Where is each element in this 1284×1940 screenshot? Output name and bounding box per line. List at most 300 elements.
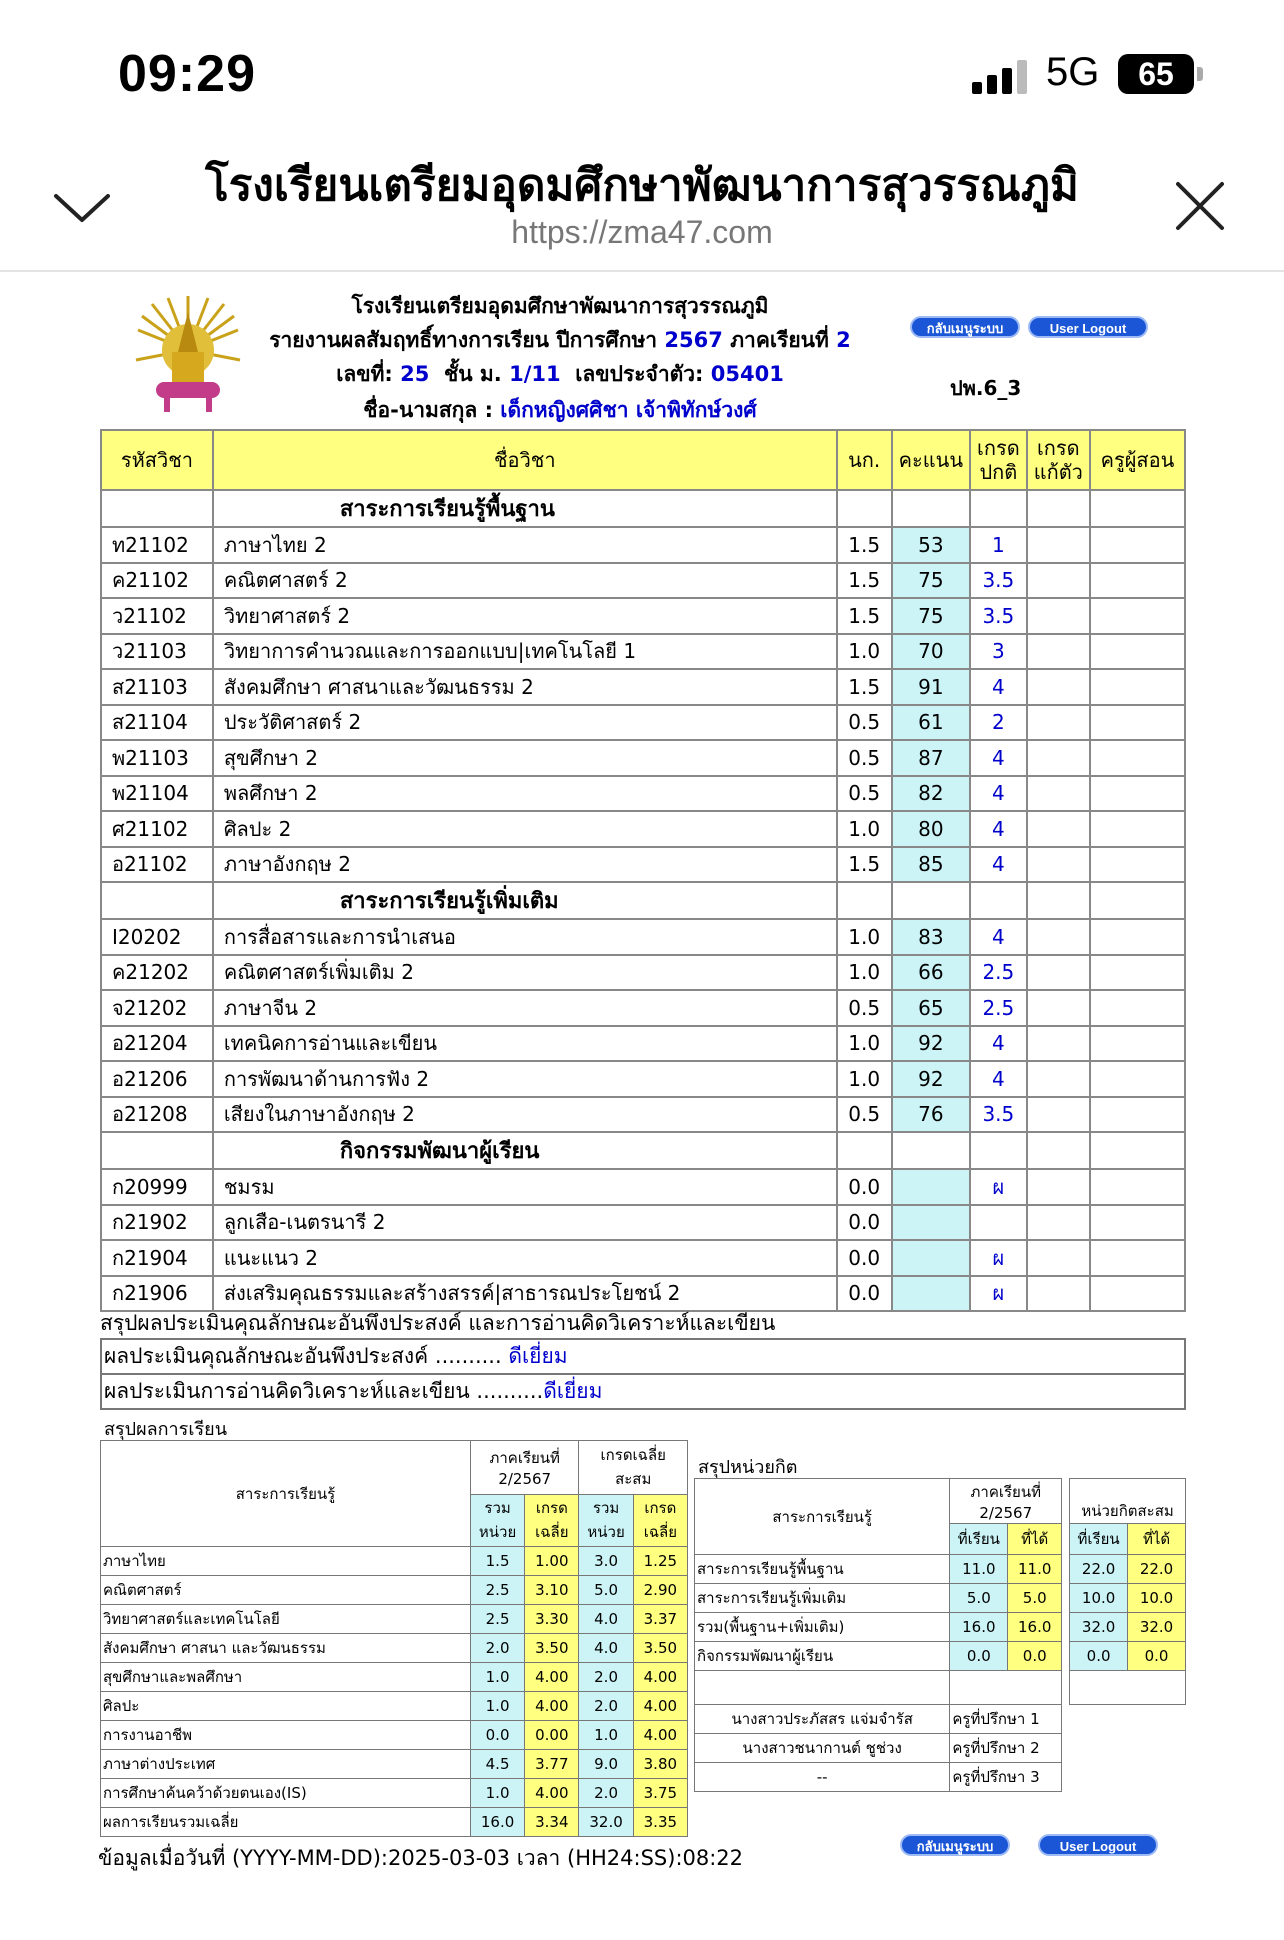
summary-units: 1.0	[470, 1779, 524, 1808]
summary-subcol-cum-gpa	[633, 1494, 687, 1546]
summary-units: 1.5	[470, 1547, 524, 1576]
subject-name: ชมรม	[213, 1169, 837, 1205]
subject-credit: 1.0	[837, 919, 892, 955]
section-row	[101, 490, 1185, 527]
subject-remedial-grade	[1027, 1097, 1090, 1133]
units-line2: หน่วย	[478, 1523, 517, 1542]
student-class-label: ชั้น ม.	[444, 362, 502, 386]
student-class: 1/11	[509, 362, 561, 386]
subject-remedial-grade	[1027, 990, 1090, 1026]
table-row	[695, 1642, 1186, 1671]
subject-grade: ผ	[970, 1276, 1027, 1312]
subject-remedial-grade	[1027, 1240, 1090, 1276]
subject-credit: 1.5	[837, 563, 892, 599]
summary-cum-units: 2.0	[579, 1692, 633, 1721]
units-subcol-studied: ที่เรียน	[950, 1524, 1008, 1555]
blank-cell	[1070, 1671, 1186, 1705]
units-header-row	[695, 1479, 1186, 1524]
subject-name: คณิตศาสตร์ 2	[213, 563, 837, 599]
cum-units-line1: รวม	[592, 1499, 620, 1518]
subject-name: พลศึกษา 2	[213, 776, 837, 812]
summary-gpa: 0.00	[525, 1721, 579, 1750]
subject-grade: 4	[970, 919, 1027, 955]
table-row	[101, 634, 1185, 670]
subject-credit: 1.0	[837, 634, 892, 670]
table-row	[101, 1026, 1185, 1062]
summary-cum-gpa: 2.90	[633, 1576, 687, 1605]
cum-gpa-line1: เกรด	[644, 1499, 677, 1518]
table-row	[101, 1605, 688, 1634]
subject-name: ภาษาจีน 2	[213, 990, 837, 1026]
col-subject-name: ชื่อวิชา	[213, 430, 837, 490]
section-code-cell	[101, 1132, 213, 1169]
table-row	[695, 1584, 1186, 1613]
section-empty-cell	[1090, 490, 1185, 527]
section-empty-cell	[1027, 490, 1090, 527]
evaluation-row	[101, 1339, 1185, 1374]
subject-grade: 4	[970, 669, 1027, 705]
subject-score: 53	[892, 527, 970, 563]
table-row	[101, 563, 1185, 599]
subject-code: ส21104	[101, 705, 213, 741]
section-title: สาระการเรียนรู้พื้นฐาน	[213, 490, 837, 527]
units-cum-studied: 0.0	[1070, 1642, 1128, 1671]
subject-grade: 3.5	[970, 563, 1027, 599]
gpa-line1: เกรด	[535, 1499, 568, 1518]
subject-score	[892, 1205, 970, 1241]
battery-icon: 65	[1118, 54, 1194, 94]
advisor-row	[695, 1705, 1186, 1734]
subject-code: อ21204	[101, 1026, 213, 1062]
table-row	[101, 1097, 1185, 1133]
subject-remedial-grade	[1027, 740, 1090, 776]
section-row	[101, 882, 1185, 919]
subject-teacher	[1090, 1276, 1185, 1312]
summary-area: ภาษาไทย	[101, 1547, 471, 1576]
summary-gpa: 3.77	[525, 1750, 579, 1779]
blank-cell	[950, 1671, 1008, 1705]
report-term: 2	[836, 328, 851, 352]
subject-grade: ผ	[970, 1169, 1027, 1205]
table-row	[101, 919, 1185, 955]
subject-credit: 1.5	[837, 669, 892, 705]
read-eval-label: ผลประเมินการอ่านคิดวิเคราะห์และเขียน ..........	[104, 1379, 544, 1403]
units-studied: 11.0	[950, 1555, 1008, 1584]
subject-code: อ21206	[101, 1061, 213, 1097]
report-year: 2567	[664, 328, 723, 352]
subject-grade: 2.5	[970, 955, 1027, 991]
subject-name: คณิตศาสตร์เพิ่มเติม 2	[213, 955, 837, 991]
units-subcol-cum-earned: ที่ได้	[1128, 1524, 1186, 1555]
table-row	[101, 1576, 688, 1605]
summary-col-area: สาระการเรียนรู้	[101, 1441, 471, 1547]
subject-remedial-grade	[1027, 1061, 1090, 1097]
summary-term-value: 2/2567	[498, 1470, 552, 1489]
subject-grade: 3	[970, 634, 1027, 670]
advisor-empty	[1062, 1705, 1186, 1734]
units-earned: 11.0	[1008, 1555, 1062, 1584]
summary-subcol-gpa	[525, 1494, 579, 1546]
summary-gpa: 3.50	[525, 1634, 579, 1663]
subject-remedial-grade	[1027, 776, 1090, 812]
summary-subcol-cum-units	[579, 1494, 633, 1546]
table-row	[695, 1555, 1186, 1584]
subject-remedial-grade	[1027, 1169, 1090, 1205]
subject-score: 65	[892, 990, 970, 1026]
units-line1: รวม	[484, 1499, 511, 1518]
subject-credit: 0.5	[837, 1097, 892, 1133]
subject-remedial-grade	[1027, 563, 1090, 599]
subject-credit: 1.0	[837, 1061, 892, 1097]
blank-cell	[1008, 1671, 1062, 1705]
summary-gpa: 4.00	[525, 1779, 579, 1808]
subject-code: I20202	[101, 919, 213, 955]
read-eval-value: ดีเยี่ยม	[543, 1379, 603, 1403]
subject-grade	[970, 1205, 1027, 1241]
summary-cum-units: 2.0	[579, 1663, 633, 1692]
summary-cum-gpa: 3.50	[633, 1634, 687, 1663]
table-row	[101, 776, 1185, 812]
summary-header-row	[101, 1441, 688, 1495]
subject-credit: 1.0	[837, 1026, 892, 1062]
summary-cum-gpa: 3.80	[633, 1750, 687, 1779]
summary-units: 1.0	[470, 1663, 524, 1692]
summary-col-term	[470, 1441, 579, 1495]
subject-credit: 0.5	[837, 740, 892, 776]
advisor-row	[695, 1763, 1186, 1792]
section-title: สาระการเรียนรู้เพิ่มเติม	[213, 882, 837, 919]
units-cum-earned: 32.0	[1128, 1613, 1186, 1642]
school-emblem-icon	[134, 290, 242, 418]
units-area: สาระการเรียนรู้พื้นฐาน	[695, 1555, 950, 1584]
table-row	[695, 1613, 1186, 1642]
table-row	[101, 1205, 1185, 1241]
subject-score: 92	[892, 1026, 970, 1062]
units-col-area: สาระการเรียนรู้	[695, 1479, 950, 1555]
subject-credit: 0.0	[837, 1169, 892, 1205]
subject-teacher	[1090, 669, 1185, 705]
table-row	[101, 1240, 1185, 1276]
units-earned: 0.0	[1008, 1642, 1062, 1671]
col-code: รหัสวิชา	[101, 430, 213, 490]
table-row	[101, 1721, 688, 1750]
subject-remedial-grade	[1027, 598, 1090, 634]
back-to-menu-button[interactable]: กลับเมนูระบบ	[910, 316, 1020, 338]
subject-teacher	[1090, 919, 1185, 955]
summary-total-row	[101, 1808, 688, 1837]
subject-name: เทคนิคการอ่านและเขียน	[213, 1026, 837, 1062]
summary-total-units: 16.0	[470, 1808, 524, 1837]
subject-credit: 1.0	[837, 811, 892, 847]
table-row	[101, 1634, 688, 1663]
subject-remedial-grade	[1027, 919, 1090, 955]
back-to-menu-button-bottom[interactable]: กลับเมนูระบบ	[900, 1834, 1010, 1856]
advisor-role: ครูที่ปรึกษา 3	[950, 1763, 1062, 1792]
summary-gpa: 1.00	[525, 1547, 579, 1576]
browser-url[interactable]: https://zma47.com	[511, 214, 773, 250]
subject-teacher	[1090, 811, 1185, 847]
subject-grade: 4	[970, 1026, 1027, 1062]
network-type: 5G	[1046, 50, 1100, 94]
student-id-label: เลขประจำตัว:	[575, 362, 704, 386]
table-row	[101, 1276, 1185, 1312]
subject-grade: 3.5	[970, 1097, 1027, 1133]
section-empty-cell	[970, 1132, 1027, 1169]
table-row	[101, 847, 1185, 883]
subject-score: 76	[892, 1097, 970, 1133]
subject-teacher	[1090, 1026, 1185, 1062]
table-row	[101, 1547, 688, 1576]
user-logout-button-bottom[interactable]: User Logout	[1038, 1834, 1158, 1856]
col-remedial-line1: เกรด	[1036, 436, 1080, 460]
evaluation-title: สรุปผลประเมินคุณลักษณะอันพึงประสงค์ และการอ่านคิดวิเคราะห์และเขียน	[100, 1311, 776, 1335]
section-empty-cell	[1027, 1132, 1090, 1169]
table-row	[101, 1663, 688, 1692]
report-student-info	[250, 358, 870, 391]
table-row	[101, 669, 1185, 705]
units-cum-earned: 10.0	[1128, 1584, 1186, 1613]
subject-credit: 1.5	[837, 527, 892, 563]
subject-remedial-grade	[1027, 1026, 1090, 1062]
subject-name: ภาษาไทย 2	[213, 527, 837, 563]
subject-teacher	[1090, 776, 1185, 812]
summary-table	[100, 1440, 688, 1837]
units-term-label: ภาคเรียนที่	[970, 1483, 1041, 1502]
user-logout-button[interactable]: User Logout	[1028, 316, 1148, 338]
subject-teacher	[1090, 598, 1185, 634]
summary-units: 2.5	[470, 1605, 524, 1634]
summary-area: ศิลปะ	[101, 1692, 471, 1721]
subject-name: การพัฒนาด้านการฟัง 2	[213, 1061, 837, 1097]
summary-term-label: ภาคเรียนที่	[489, 1449, 560, 1468]
summary-total-gpa: 3.34	[525, 1808, 579, 1837]
units-cum-studied: 32.0	[1070, 1613, 1128, 1642]
units-table	[694, 1478, 1186, 1792]
subject-grade: 4	[970, 740, 1027, 776]
advisor-empty	[1062, 1763, 1186, 1792]
table-row	[101, 598, 1185, 634]
summary-cum-units: 4.0	[579, 1605, 633, 1634]
units-col-cumulative: หน่วยกิตสะสม	[1070, 1479, 1186, 1524]
student-id: 05401	[710, 362, 784, 386]
units-spacer	[1062, 1479, 1070, 1555]
units-title: สรุปหน่วยกิต	[698, 1457, 798, 1478]
units-subcol-cum-studied: ที่เรียน	[1070, 1524, 1128, 1555]
subject-teacher	[1090, 955, 1185, 991]
table-row	[101, 740, 1185, 776]
subject-credit: 0.0	[837, 1276, 892, 1312]
cellular-signal-icon	[972, 60, 1032, 94]
subject-name: ภาษาอังกฤษ 2	[213, 847, 837, 883]
table-row	[101, 705, 1185, 741]
subject-score: 66	[892, 955, 970, 991]
subject-score	[892, 1240, 970, 1276]
subject-name: สุขศึกษา 2	[213, 740, 837, 776]
subject-teacher	[1090, 1169, 1185, 1205]
summary-cum-units: 1.0	[579, 1721, 633, 1750]
advisor-name: --	[695, 1763, 950, 1792]
subject-score	[892, 1276, 970, 1312]
section-code-cell	[101, 490, 213, 527]
col-teacher: ครูผู้สอน	[1090, 430, 1185, 490]
subject-credit: 1.5	[837, 847, 892, 883]
summary-cum-label2: สะสม	[615, 1470, 652, 1489]
subject-remedial-grade	[1027, 1276, 1090, 1312]
subject-grade: 2.5	[970, 990, 1027, 1026]
summary-cum-gpa: 3.37	[633, 1605, 687, 1634]
section-code-cell	[101, 882, 213, 919]
summary-area: การงานอาชีพ	[101, 1721, 471, 1750]
subject-teacher	[1090, 705, 1185, 741]
summary-col-cumulative	[579, 1441, 688, 1495]
subject-code: ว21103	[101, 634, 213, 670]
units-spacer-cell	[1062, 1613, 1070, 1642]
subject-code: ส21103	[101, 669, 213, 705]
section-empty-cell	[837, 882, 892, 919]
subject-score: 85	[892, 847, 970, 883]
section-title: กิจกรรมพัฒนาผู้เรียน	[213, 1132, 837, 1169]
units-earned: 5.0	[1008, 1584, 1062, 1613]
col-grade	[970, 430, 1027, 490]
summary-units: 0.0	[470, 1721, 524, 1750]
col-remedial-grade	[1027, 430, 1090, 490]
subject-name: เสียงในภาษาอังกฤษ 2	[213, 1097, 837, 1133]
col-credit: นก.	[837, 430, 892, 490]
summary-title: สรุปผลการเรียน	[104, 1419, 228, 1440]
subject-credit: 1.5	[837, 598, 892, 634]
subject-score: 80	[892, 811, 970, 847]
subject-code: ก21906	[101, 1276, 213, 1312]
subject-name: วิทยาศาสตร์ 2	[213, 598, 837, 634]
subject-score: 83	[892, 919, 970, 955]
units-subcol-earned: ที่ได้	[1008, 1524, 1062, 1555]
units-spacer-cell	[1062, 1584, 1070, 1613]
subject-score	[892, 1169, 970, 1205]
units-term-value: 2/2567	[979, 1504, 1033, 1523]
summary-cum-gpa: 4.00	[633, 1721, 687, 1750]
char-eval-value: ดีเยี่ยม	[508, 1344, 568, 1368]
header-divider	[0, 270, 1284, 272]
summary-cum-units: 4.0	[579, 1634, 633, 1663]
section-empty-cell	[970, 490, 1027, 527]
subject-name: ประวัติศาสตร์ 2	[213, 705, 837, 741]
section-empty-cell	[1090, 882, 1185, 919]
section-row	[101, 1132, 1185, 1169]
browser-page-title: โรงเรียนเตรียมอุดมศึกษาพัฒนาการสุวรรณภูมิ	[205, 160, 1079, 211]
subject-grade: 4	[970, 776, 1027, 812]
summary-units: 2.5	[470, 1576, 524, 1605]
subject-name: การสื่อสารและการนำเสนอ	[213, 919, 837, 955]
units-earned: 16.0	[1008, 1613, 1062, 1642]
subject-code: ค21202	[101, 955, 213, 991]
subject-code: ค21102	[101, 563, 213, 599]
gpa-line2: เฉลี่ย	[535, 1523, 569, 1542]
summary-total-cum-units: 32.0	[579, 1808, 633, 1837]
summary-gpa: 3.10	[525, 1576, 579, 1605]
summary-gpa: 3.30	[525, 1605, 579, 1634]
subject-score: 87	[892, 740, 970, 776]
section-empty-cell	[837, 490, 892, 527]
evaluation-cell	[101, 1339, 1185, 1374]
grades-table	[100, 429, 1186, 1312]
subject-code: ก21902	[101, 1205, 213, 1241]
status-bar	[0, 0, 1284, 140]
subject-grade: 2	[970, 705, 1027, 741]
subject-score: 70	[892, 634, 970, 670]
evaluation-table	[100, 1338, 1186, 1410]
units-cum-earned: 0.0	[1128, 1642, 1186, 1671]
subject-code: ท21102	[101, 527, 213, 563]
summary-area: สังคมศึกษา ศาสนา และวัฒนธรรม	[101, 1634, 471, 1663]
section-empty-cell	[892, 490, 970, 527]
subject-teacher	[1090, 990, 1185, 1026]
subject-remedial-grade	[1027, 811, 1090, 847]
units-spacer-cell	[1062, 1642, 1070, 1671]
subject-score: 75	[892, 598, 970, 634]
summary-units: 2.0	[470, 1634, 524, 1663]
units-area: กิจกรรมพัฒนาผู้เรียน	[695, 1642, 950, 1671]
report-subtitle	[250, 324, 870, 357]
subject-teacher	[1090, 563, 1185, 599]
evaluation-row	[101, 1374, 1185, 1409]
units-studied: 0.0	[950, 1642, 1008, 1671]
summary-cum-gpa: 3.75	[633, 1779, 687, 1808]
subject-grade: 4	[970, 1061, 1027, 1097]
units-cum-earned: 22.0	[1128, 1555, 1186, 1584]
subject-score: 75	[892, 563, 970, 599]
summary-area: การศึกษาค้นคว้าด้วยตนเอง(IS)	[101, 1779, 471, 1808]
subject-remedial-grade	[1027, 1205, 1090, 1241]
data-timestamp: ข้อมูลเมื่อวันที่ (YYYY-MM-DD):2025-03-03 เวลา (HH24:SS):08:22	[98, 1846, 744, 1870]
units-cum-studied: 10.0	[1070, 1584, 1128, 1613]
units-studied: 5.0	[950, 1584, 1008, 1613]
subject-name: วิทยาการคำนวณและการออกแบบ|เทคโนโลยี 1	[213, 634, 837, 670]
close-icon[interactable]	[1172, 178, 1228, 234]
subject-remedial-grade	[1027, 705, 1090, 741]
advisor-name: นางสาวประภัสสร แจ่มจำรัส	[695, 1705, 950, 1734]
subject-teacher	[1090, 1061, 1185, 1097]
summary-cum-label: เกรดเฉลี่ย	[600, 1446, 666, 1465]
subject-code: จ21202	[101, 990, 213, 1026]
subject-remedial-grade	[1027, 634, 1090, 670]
subject-code: ก20999	[101, 1169, 213, 1205]
units-col-term	[950, 1479, 1062, 1524]
char-eval-label: ผลประเมินคุณลักษณะอันพึงประสงค์ ..........	[104, 1344, 502, 1368]
summary-cum-units: 3.0	[579, 1547, 633, 1576]
subject-teacher	[1090, 740, 1185, 776]
subject-grade: ผ	[970, 1240, 1027, 1276]
student-no: 25	[400, 362, 430, 386]
subject-code: อ21208	[101, 1097, 213, 1133]
units-spacer-cell	[1062, 1555, 1070, 1584]
summary-area: คณิตศาสตร์	[101, 1576, 471, 1605]
col-remedial-line2: แก้ตัว	[1033, 460, 1083, 484]
summary-cum-units: 2.0	[579, 1779, 633, 1808]
table-row	[101, 1169, 1185, 1205]
subject-grade: 3.5	[970, 598, 1027, 634]
subject-name: แนะแนว 2	[213, 1240, 837, 1276]
col-grade-line1: เกรด	[977, 436, 1020, 460]
summary-cum-gpa: 4.00	[633, 1663, 687, 1692]
advisor-row	[695, 1734, 1186, 1763]
advisor-empty	[1062, 1734, 1186, 1763]
subject-name: ศิลปะ 2	[213, 811, 837, 847]
subject-credit: 0.5	[837, 990, 892, 1026]
subject-code: พ21103	[101, 740, 213, 776]
student-name-label: ชื่อ-นามสกุล :	[363, 398, 493, 422]
subject-remedial-grade	[1027, 527, 1090, 563]
section-empty-cell	[1090, 1132, 1185, 1169]
